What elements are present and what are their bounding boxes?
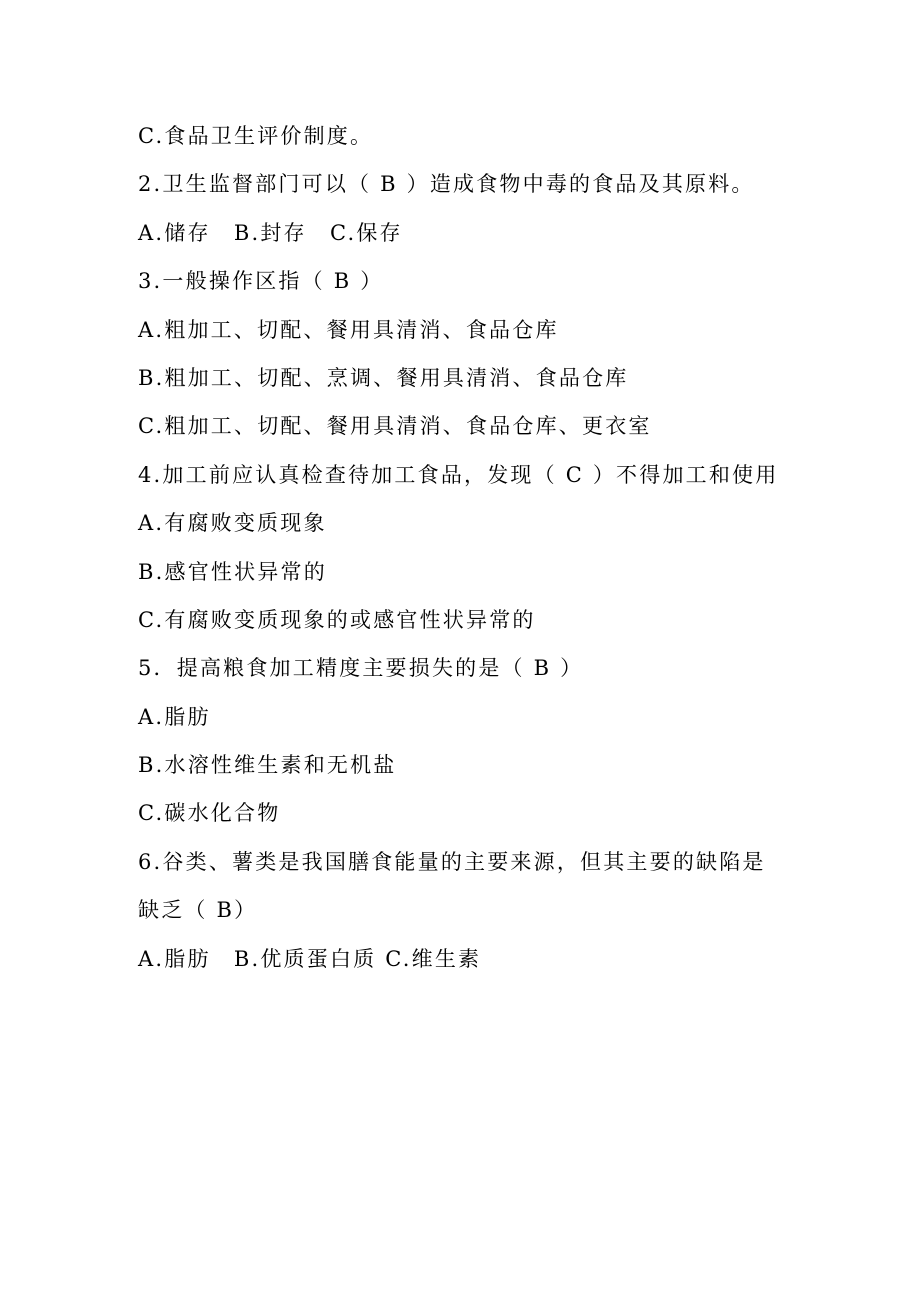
- document-page: [138, 112, 858, 983]
- option-line: C.有腐败变质现象的或感官性状异常的: [138, 607, 536, 632]
- option-line: C.粗加工、切配、餐用具清消、食品仓库、更衣室: [138, 414, 652, 439]
- question-line: 6.谷类、薯类是我国膳食能量的主要来源，但其主要的缺陷是: [138, 849, 766, 874]
- option-line: B.粗加工、切配、烹调、餐用具清消、食品仓库: [138, 365, 629, 390]
- option-line: A.脂肪: [138, 704, 211, 729]
- question-line: 3.一般操作区指（ B ）: [138, 269, 384, 294]
- question-line: 2.卫生监督部门可以（ B ）造成食物中毒的食品及其原料。: [138, 172, 755, 197]
- option-line: A.脂肪 B.优质蛋白质 C.维生素: [138, 946, 482, 971]
- option-line: B.水溶性维生素和无机盐: [138, 753, 397, 778]
- option-line: A.储存 B.封存 C.保存: [138, 220, 403, 245]
- option-line: C.碳水化合物: [138, 801, 281, 826]
- question-line: 4.加工前应认真检查待加工食品，发现（ C ）不得加工和使用: [138, 462, 779, 487]
- option-line: B.感官性状异常的: [138, 559, 327, 584]
- question-line: 5．提高粮食加工精度主要损失的是（ B ）: [138, 656, 584, 681]
- option-line: A.粗加工、切配、餐用具清消、食品仓库: [138, 317, 559, 342]
- option-line: C.食品卫生评价制度。: [138, 124, 374, 148]
- option-line: A.有腐败变质现象: [138, 511, 327, 536]
- question-line-continuation: 缺乏（ B）: [138, 898, 258, 923]
